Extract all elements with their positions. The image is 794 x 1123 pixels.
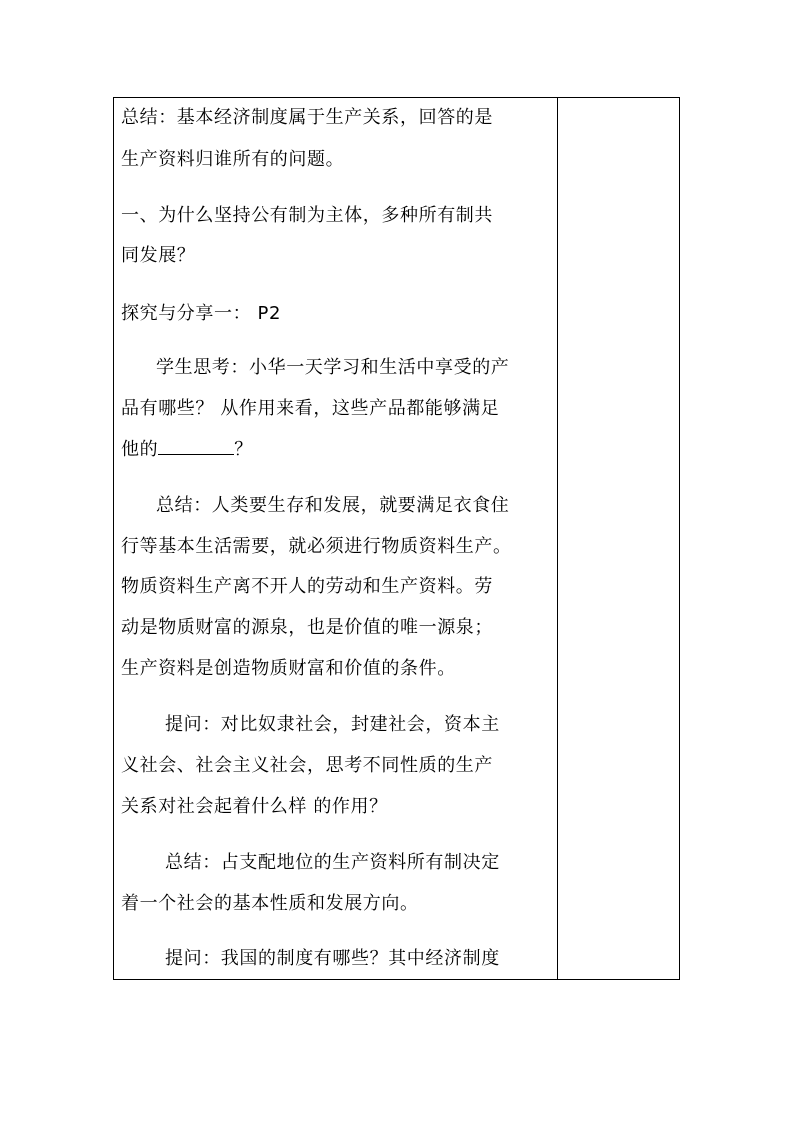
summary3-line-1: 总结：占支配地位的生产资料所有制决定 (165, 852, 500, 873)
prompt-line-2: 义社会、社会主义社会，思考不同性质的生产 (121, 755, 493, 776)
student-think-line-1: 学生思考：小华一天学习和生活中享受的产 (156, 357, 510, 378)
student-think-line-3 (121, 438, 253, 462)
summary-line-2: 生产资料归谁所有的问题。 (121, 149, 345, 170)
student-think-suffix: ？ (234, 439, 253, 460)
student-think-prefix: 他的 (121, 439, 159, 460)
prompt2-line-1: 提问：我国的制度有哪些？其中经济制度 (165, 948, 500, 969)
column-divider (557, 98, 558, 979)
summary2-line-1: 总结：人类要生存和发展，就要满足衣食住 (156, 495, 510, 516)
prompt-line-1: 提问：对比奴隶社会，封建社会，资本主 (165, 714, 500, 735)
lesson-table (113, 97, 680, 980)
summary3-line-2: 着一个社会的基本性质和发展方向。 (121, 893, 419, 914)
summary2-line-2: 行等基本生活需要，就必须进行物质资料生产。 (121, 536, 512, 557)
prompt-line-3: 关系对社会起着什么样 的作用？ (121, 796, 388, 817)
summary2-line-3: 物质资料生产离不开人的劳动和生产资料。劳 (121, 576, 493, 597)
fill-in-blank (158, 440, 234, 455)
student-think-line-2: 品有哪些？ 从作用来看，这些产品都能够满足 (121, 398, 500, 419)
explore-heading: 探究与分享一： P2 (121, 303, 282, 324)
summary2-line-4: 动是物质财富的源泉，也是价值的唯一源泉； (121, 617, 493, 638)
question-line-2: 同发展？ (121, 245, 196, 266)
question-line-1: 一、为什么坚持公有制为主体，多种所有制共 (121, 205, 493, 226)
summary2-line-5: 生产资料是创造物质财富和价值的条件。 (121, 658, 456, 679)
summary-line-1: 总结：基本经济制度属于生产关系，回答的是 (121, 107, 493, 128)
